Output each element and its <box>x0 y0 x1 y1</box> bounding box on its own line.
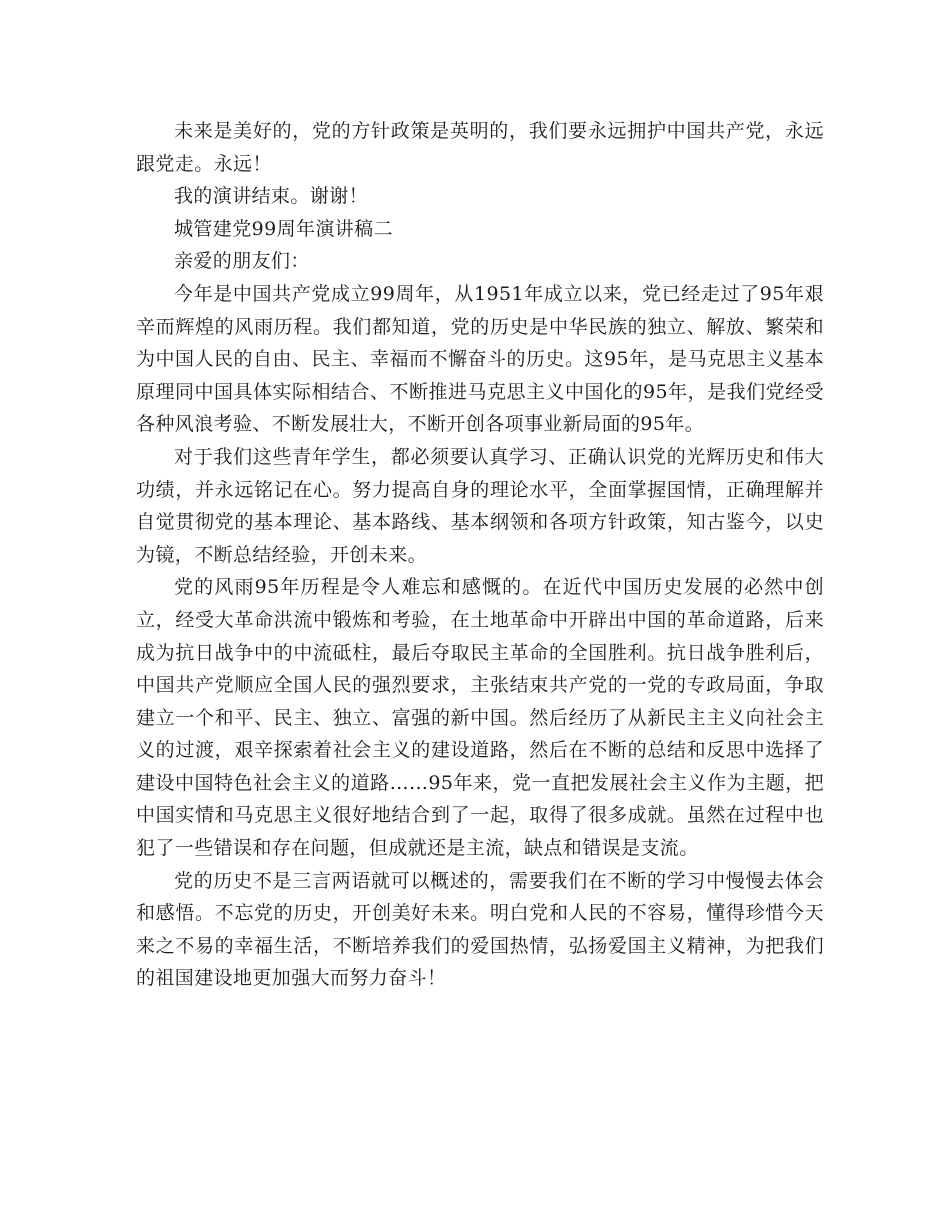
paragraph-youth-study: 对于我们这些青年学生，都必须要认真学习、正确认识党的光辉历史和伟大功绩，并永远铭记在心。努力提高自身的理论水平，全面掌握国情，正确理解并自觉贯彻党的基本理论、基本路线、基本纲领和各项方针政策，知古鉴今，以史为镜，不断总结经验，开创未来。 <box>136 445 824 566</box>
paragraph-speech-end: 我的演讲结束。谢谢！ <box>174 185 369 208</box>
paragraph-party-journey: 党的风雨95年历程是令人难忘和感慨的。在近代中国历史发展的必然中创立，经受大革命洪流中锻炼和考验，在土地革命中开辟出中国的革命道路，后来成为抗日战争中的中流砥柱，最后夺取民主革命的全国胜利。抗日战争胜利后，中国共产党顺应全国人民的强烈要求，主张结束共产党的一党的专政局面，争取建立一个和平、民主、独立、富强的新中国。然后经历了从新民主主义向社会主义的过渡，艰辛探索着社会主义的建设道路，然后在不断的总结和反思中选择了建设中国特色社会主义的道路……95年来，党一直把发展社会主义作为主题，把中国实情和马克思主义很好地结合到了一起，取得了很多成就。虽然在过程中也犯了一些错误和存在问题，但成就还是主流，缺点和错误是支流。 <box>136 576 824 860</box>
paragraph-conclusion: 党的历史不是三言两语就可以概述的，需要我们在不断的学习中慢慢去体会和感悟。不忘党的历史，开创美好未来。明白党和人民的不容易，懂得珍惜今天来之不易的幸福生活，不断培养我们的爱国热情，弘扬爱国主义精神，为把我们的祖国建设地更加强大而努力奋斗！ <box>136 869 824 990</box>
paragraph-party-history: 今年是中国共产党成立99周年，从1951年成立以来，党已经走过了95年艰辛而辉煌的风雨历程。我们都知道，党的历史是中华民族的独立、解放、繁荣和为中国人民的自由、民主、幸福而不懈奋斗的历史。这95年，是马克思主义基本原理同中国具体实际相结合、不断推进马克思主义中国化的95年，是我们党经受各种风浪考验、不断发展壮大，不断开创各项事业新局面的95年。 <box>136 282 824 436</box>
salutation: 亲爱的朋友们： <box>174 250 310 273</box>
section-title: 城管建党99周年演讲稿二 <box>174 217 393 240</box>
document-body <box>136 115 824 995</box>
paragraph-closing-wish: 未来是美好的，党的方针政策是英明的，我们要永远拥护中国共产党，永远跟党走。永远！ <box>136 120 824 175</box>
